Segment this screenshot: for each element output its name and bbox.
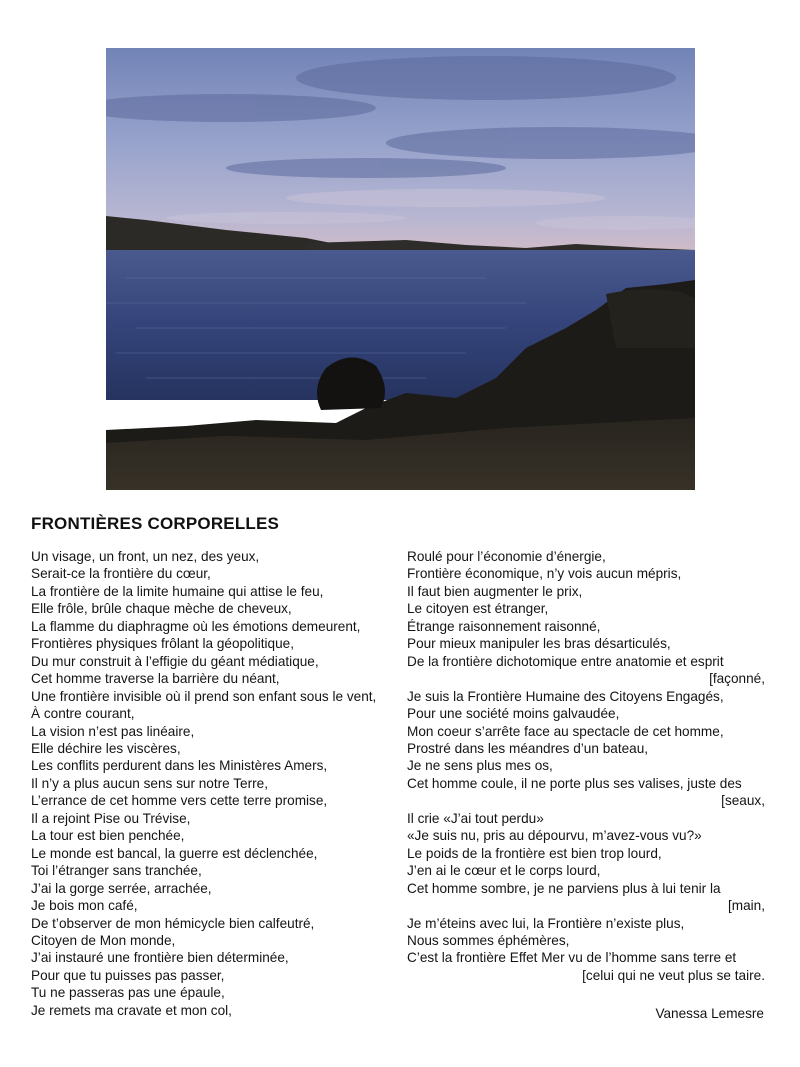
poem-right-column [407, 548, 765, 984]
poem-line: La flamme du diaphragme où les émotions demeurent, [31, 618, 361, 634]
poem-line: Elle déchire les viscères, [31, 740, 181, 756]
poem-line: Un visage, un front, un nez, des yeux, [31, 549, 260, 564]
poem-line: Mon coeur s’arrête face au spectacle de cet homme, [407, 723, 724, 739]
poem-line: Nous sommes éphémères, [407, 932, 570, 948]
author-signature: Vanessa Lemesre [655, 1006, 764, 1021]
poem-line: J’en ai le cœur et le corps lourd, [407, 863, 601, 879]
poem-line: [seaux, [721, 793, 765, 809]
poem-line: C’est la frontière Effet Mer vu de l’homme sans terre et [407, 950, 737, 966]
lake-landscape-photo [106, 48, 695, 490]
poem-line: Cet homme sombre, je ne parviens plus à lui tenir la [407, 880, 721, 896]
poem-title: FRONTIÈRES CORPORELLES [31, 514, 280, 533]
poem-line: [façonné, [709, 671, 765, 687]
lake-landscape-illustration [106, 48, 695, 490]
poem-line: Cet homme coule, il ne porte plus ses valises, juste des [407, 775, 742, 791]
poem-line: Je ne sens plus mes os, [407, 758, 553, 774]
poem-line: [main, [727, 898, 765, 914]
poem-line: Frontières physiques frôlant la géopolitique, [31, 636, 294, 652]
poem-line: Le citoyen est étranger, [407, 601, 549, 617]
poem-line: La vision n’est pas linéaire, [31, 723, 195, 739]
poem-line: Elle frôle, brûle chaque mèche de cheveux, [31, 601, 292, 617]
poem-line: Pour mieux manipuler les bras désarticulés, [407, 636, 671, 652]
poem-line: Pour que tu puisses pas passer, [31, 967, 225, 983]
poem-line: Je m’éteins avec lui, la Frontière n’existe plus, [407, 915, 685, 931]
poem-line: Il n’y a plus aucun sens sur notre Terre, [31, 775, 269, 791]
poem-line: Étrange raisonnement raisonné, [407, 618, 601, 634]
poem-line: Il crie «J’ai tout perdu» [407, 810, 544, 826]
poem-line: La frontière de la limite humaine qui attise le feu, [31, 583, 324, 599]
poem-line: Il a rejoint Pise ou Trévise, [31, 810, 191, 826]
poem-line: Du mur construit à l’effigie du géant médiatique, [31, 653, 319, 669]
poem-line: J’ai la gorge serrée, arrachée, [31, 880, 212, 896]
poem-line: Citoyen de Mon monde, [31, 932, 176, 948]
poem-line: Les conflits perdurent dans les Ministères Amers, [31, 758, 328, 774]
poem-line: Toi l’étranger sans tranchée, [31, 863, 202, 879]
poem-line: De t’observer de mon hémicycle bien calfeutré, [31, 915, 315, 931]
poem-line: De la frontière dichotomique entre anatomie et esprit [407, 653, 724, 669]
poem-line: Cet homme traverse la barrière du néant, [31, 671, 280, 687]
poem-line: «Je suis nu, pris au dépourvu, m’avez-vous vu?» [407, 828, 702, 844]
poem-line: Il faut bien augmenter le prix, [407, 583, 583, 599]
poem-left-column [31, 548, 403, 1019]
poem-line: Serait-ce la frontière du cœur, [31, 566, 211, 582]
poem-line: Le monde est bancal, la guerre est déclenchée, [31, 845, 318, 861]
poem-line: Prostré dans les méandres d’un bateau, [407, 740, 649, 756]
poem-line: Pour une société moins galvaudée, [407, 706, 620, 722]
poem-line: Je bois mon café, [31, 898, 138, 914]
poem-line: Une frontière invisible où il prend son enfant sous le vent, [31, 688, 377, 704]
poem-line: Frontière économique, n’y vois aucun mépris, [407, 566, 682, 582]
poem-line: À contre courant, [31, 706, 135, 722]
poem-line: [celui qui ne veut plus se taire. [582, 967, 765, 983]
poem-line: Tu ne passeras pas une épaule, [31, 985, 225, 1001]
poem-line: J’ai instauré une frontière bien déterminée, [31, 950, 289, 966]
poem-line: Roulé pour l’économie d’énergie, [407, 549, 606, 564]
poem-line: L’errance de cet homme vers cette terre promise, [31, 793, 328, 809]
poem-line: Le poids de la frontière est bien trop lourd, [407, 845, 662, 861]
poem-line: Je suis la Frontière Humaine des Citoyens Engagés, [407, 688, 724, 704]
poem-line: Je remets ma cravate et mon col, [31, 1002, 232, 1018]
poem-line: La tour est bien penchée, [31, 828, 185, 844]
